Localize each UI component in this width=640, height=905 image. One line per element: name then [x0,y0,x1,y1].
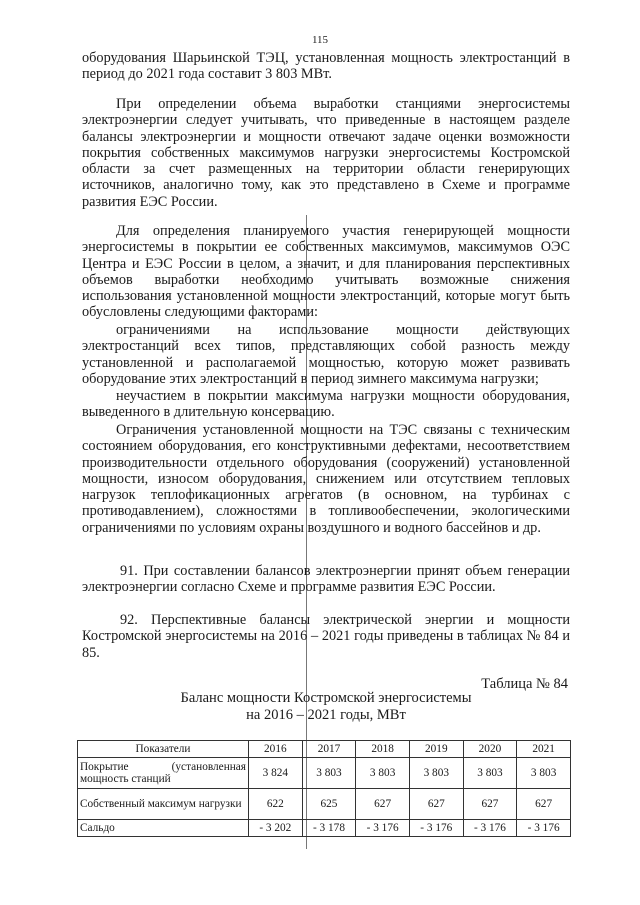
page-number: 115 [311,34,329,46]
table-cell: 627 [463,789,517,820]
table-cell: - 3 176 [517,820,571,837]
table-cell: - 3 202 [249,820,303,837]
body-paragraph-6 [82,422,570,536]
paragraph-text: ограничениями на использование мощности действующих электростанций всех типов, представляющих собой разность между установленной и располагаемой мощностью, которую может развивать оборудование этих электростанций в период зимнего максимума нагрузки; [82,322,570,387]
header-cell: 2018 [356,741,410,758]
paragraph-text: Ограничения установленной мощности на ТЭС связаны с техническим состоянием оборудования, его конструктивными дефектами, несоответствием производительности отдельного оборудования (сооружений) установленной мощности, износом оборудования, снижением или отсутствием тепловых нагрузок теплофикационных агрегатов (в основном, на турбинах с противодавлением), сложностями в топливообеспечении, экологическими ограничениями по условиям охраны воздушного и водного бассейнов и др. [82,422,570,536]
header-cell: 2019 [409,741,463,758]
table-cell: 622 [249,789,303,820]
power-balance-table [77,740,571,837]
table-header-row [78,741,571,758]
table-cell: 3 803 [356,758,410,789]
table-cell: - 3 176 [463,820,517,837]
body-paragraph-1 [82,50,570,83]
row-label: Собственный максимум нагрузки [78,789,249,820]
table-cell: - 3 176 [409,820,463,837]
table-cell: 3 824 [249,758,303,789]
body-paragraph-2 [82,96,570,210]
table-cell: - 3 178 [302,820,356,837]
header-cell: 2017 [302,741,356,758]
table-row [78,789,571,820]
body-paragraph-4 [82,322,570,387]
table-cell: 627 [517,789,571,820]
row-label: Сальдо [78,820,249,837]
header-cell: Показатели [78,741,249,758]
body-paragraph-5 [82,388,570,421]
header-cell: 2020 [463,741,517,758]
body-paragraph-3 [82,223,570,321]
table-caption-line: Баланс мощности Костромской энергосистемы [180,690,472,706]
table-cell: 3 803 [517,758,571,789]
table-caption-line: на 2016 – 2021 годы, МВт [246,707,406,723]
paragraph-text: Для определения планируемого участия генерирующей мощности энергосистемы в покрытии ее собственных максимумов, максимумов ОЭС Центра и ЕЭС России в целом, а значит, и для планирования перспективных объемов выработки необходимо учитывать возможные снижения использования установленной мощности электростанций, которые могут быть обусловлены следующими факторами: [82,223,570,321]
body-paragraph-8 [82,612,570,661]
table-row [78,758,571,789]
header-cell: 2021 [517,741,571,758]
table-row [78,820,571,837]
table-cell: - 3 176 [356,820,410,837]
header-cell: 2016 [249,741,303,758]
table-cell: 627 [409,789,463,820]
table-cell: 627 [356,789,410,820]
paragraph-text: 91. При составлении балансов электроэнергии принят объем генерации электроэнергии согласно Схеме и программе развития ЕЭС России. [82,563,570,596]
table-cell: 625 [302,789,356,820]
row-label: Покрытие (установленная мощность станций [78,758,249,789]
body-paragraph-7 [82,563,570,596]
table-caption [82,690,570,724]
table-cell: 3 803 [302,758,356,789]
paragraph-text: неучастием в покрытии максимума нагрузки мощности оборудования, выведенного в длительную консервацию. [82,388,570,421]
table-number: Таблица № 84 [481,676,568,692]
table-cell: 3 803 [463,758,517,789]
paragraph-text: 92. Перспективные балансы электрической энергии и мощности Костромской энергосистемы на 2016 – 2021 годы приведены в таблицах № 84 и 85. [82,612,570,661]
paragraph-text: оборудования Шарьинской ТЭЦ, установленная мощность электростанций в период до 2021 года составит 3 803 МВт. [82,50,570,83]
paragraph-text: При определении объема выработки станциями энергосистемы электроэнергии следует учитывать, что приведенные в настоящем разделе балансы электроэнергии и мощности отвечают задаче оценки возможности покрытия собственных максимумов нагрузки энергосистемы Костромской области за счет размещенных на территории области генерирующих источников, аналогично тому, как это представлено в Схеме и программе развития ЕЭС России. [82,96,570,210]
table-cell: 3 803 [409,758,463,789]
